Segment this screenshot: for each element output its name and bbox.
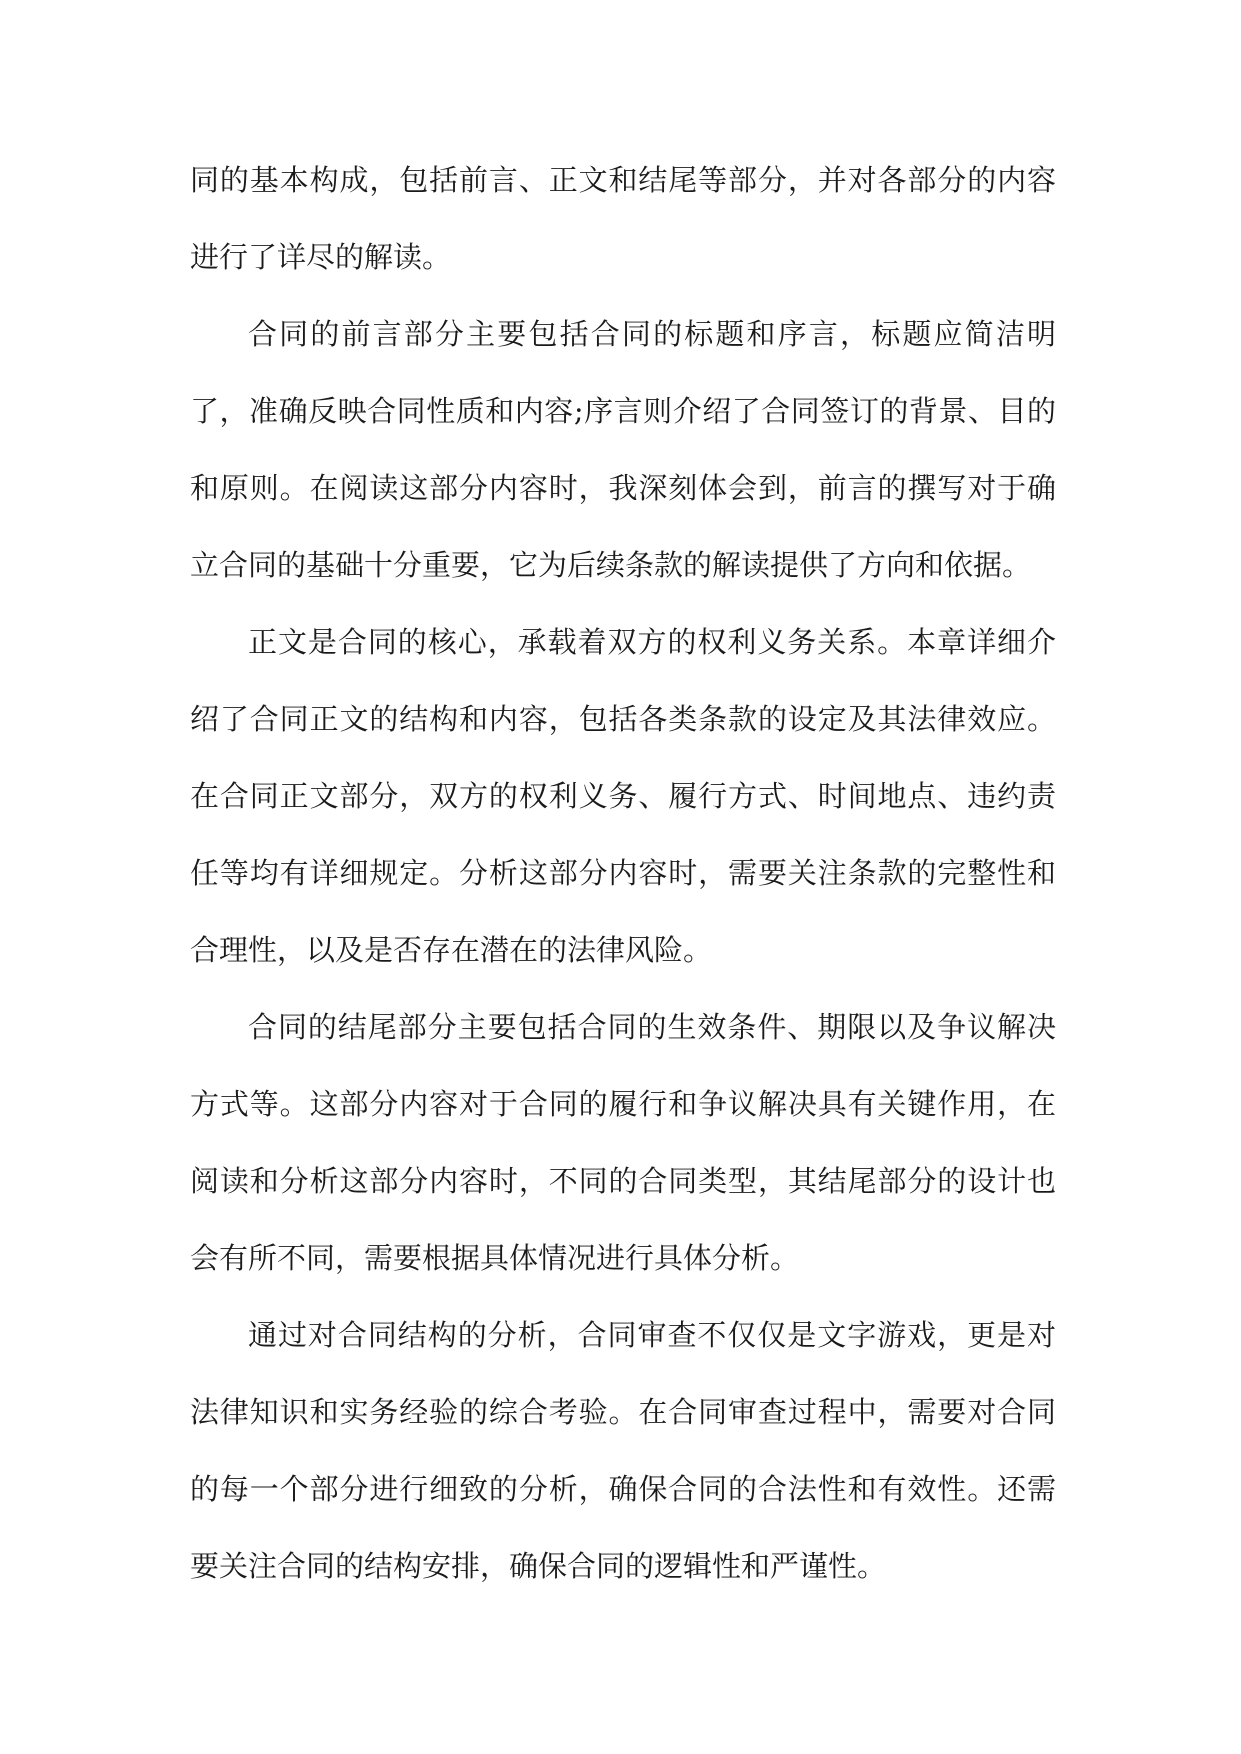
document-body (190, 142, 1056, 1605)
paragraph-5: 通过对合同结构的分析，合同审查不仅仅是文字游戏，更是对法律知识和实务经验的综合考验。在合同审查过程中，需要对合同的每一个部分进行细致的分析，确保合同的合法性和有效性。还需要关注合同的结构安排，确保合同的逻辑性和严谨性。 (190, 1318, 1056, 1583)
paragraph-1: 同的基本构成，包括前言、正文和结尾等部分，并对各部分的内容进行了详尽的解读。 (190, 163, 1056, 274)
paragraph-3: 正文是合同的核心，承载着双方的权利义务关系。本章详细介绍了合同正文的结构和内容，包括各类条款的设定及其法律效应。在合同正文部分，双方的权利义务、履行方式、时间地点、违约责任等均有详细规定。分析这部分内容时，需要关注条款的完整性和合理性，以及是否存在潜在的法律风险。 (190, 625, 1056, 967)
paragraph-4: 合同的结尾部分主要包括合同的生效条件、期限以及争议解决方式等。这部分内容对于合同的履行和争议解决具有关键作用，在阅读和分析这部分内容时，不同的合同类型，其结尾部分的设计也会有所不同，需要根据具体情况进行具体分析。 (190, 1010, 1056, 1275)
paragraph-2: 合同的前言部分主要包括合同的标题和序言，标题应简洁明了，准确反映合同性质和内容;序言则介绍了合同签订的背景、目的和原则。在阅读这部分内容时，我深刻体会到，前言的撰写对于确立合同的基础十分重要，它为后续条款的解读提供了方向和依据。 (190, 317, 1056, 582)
